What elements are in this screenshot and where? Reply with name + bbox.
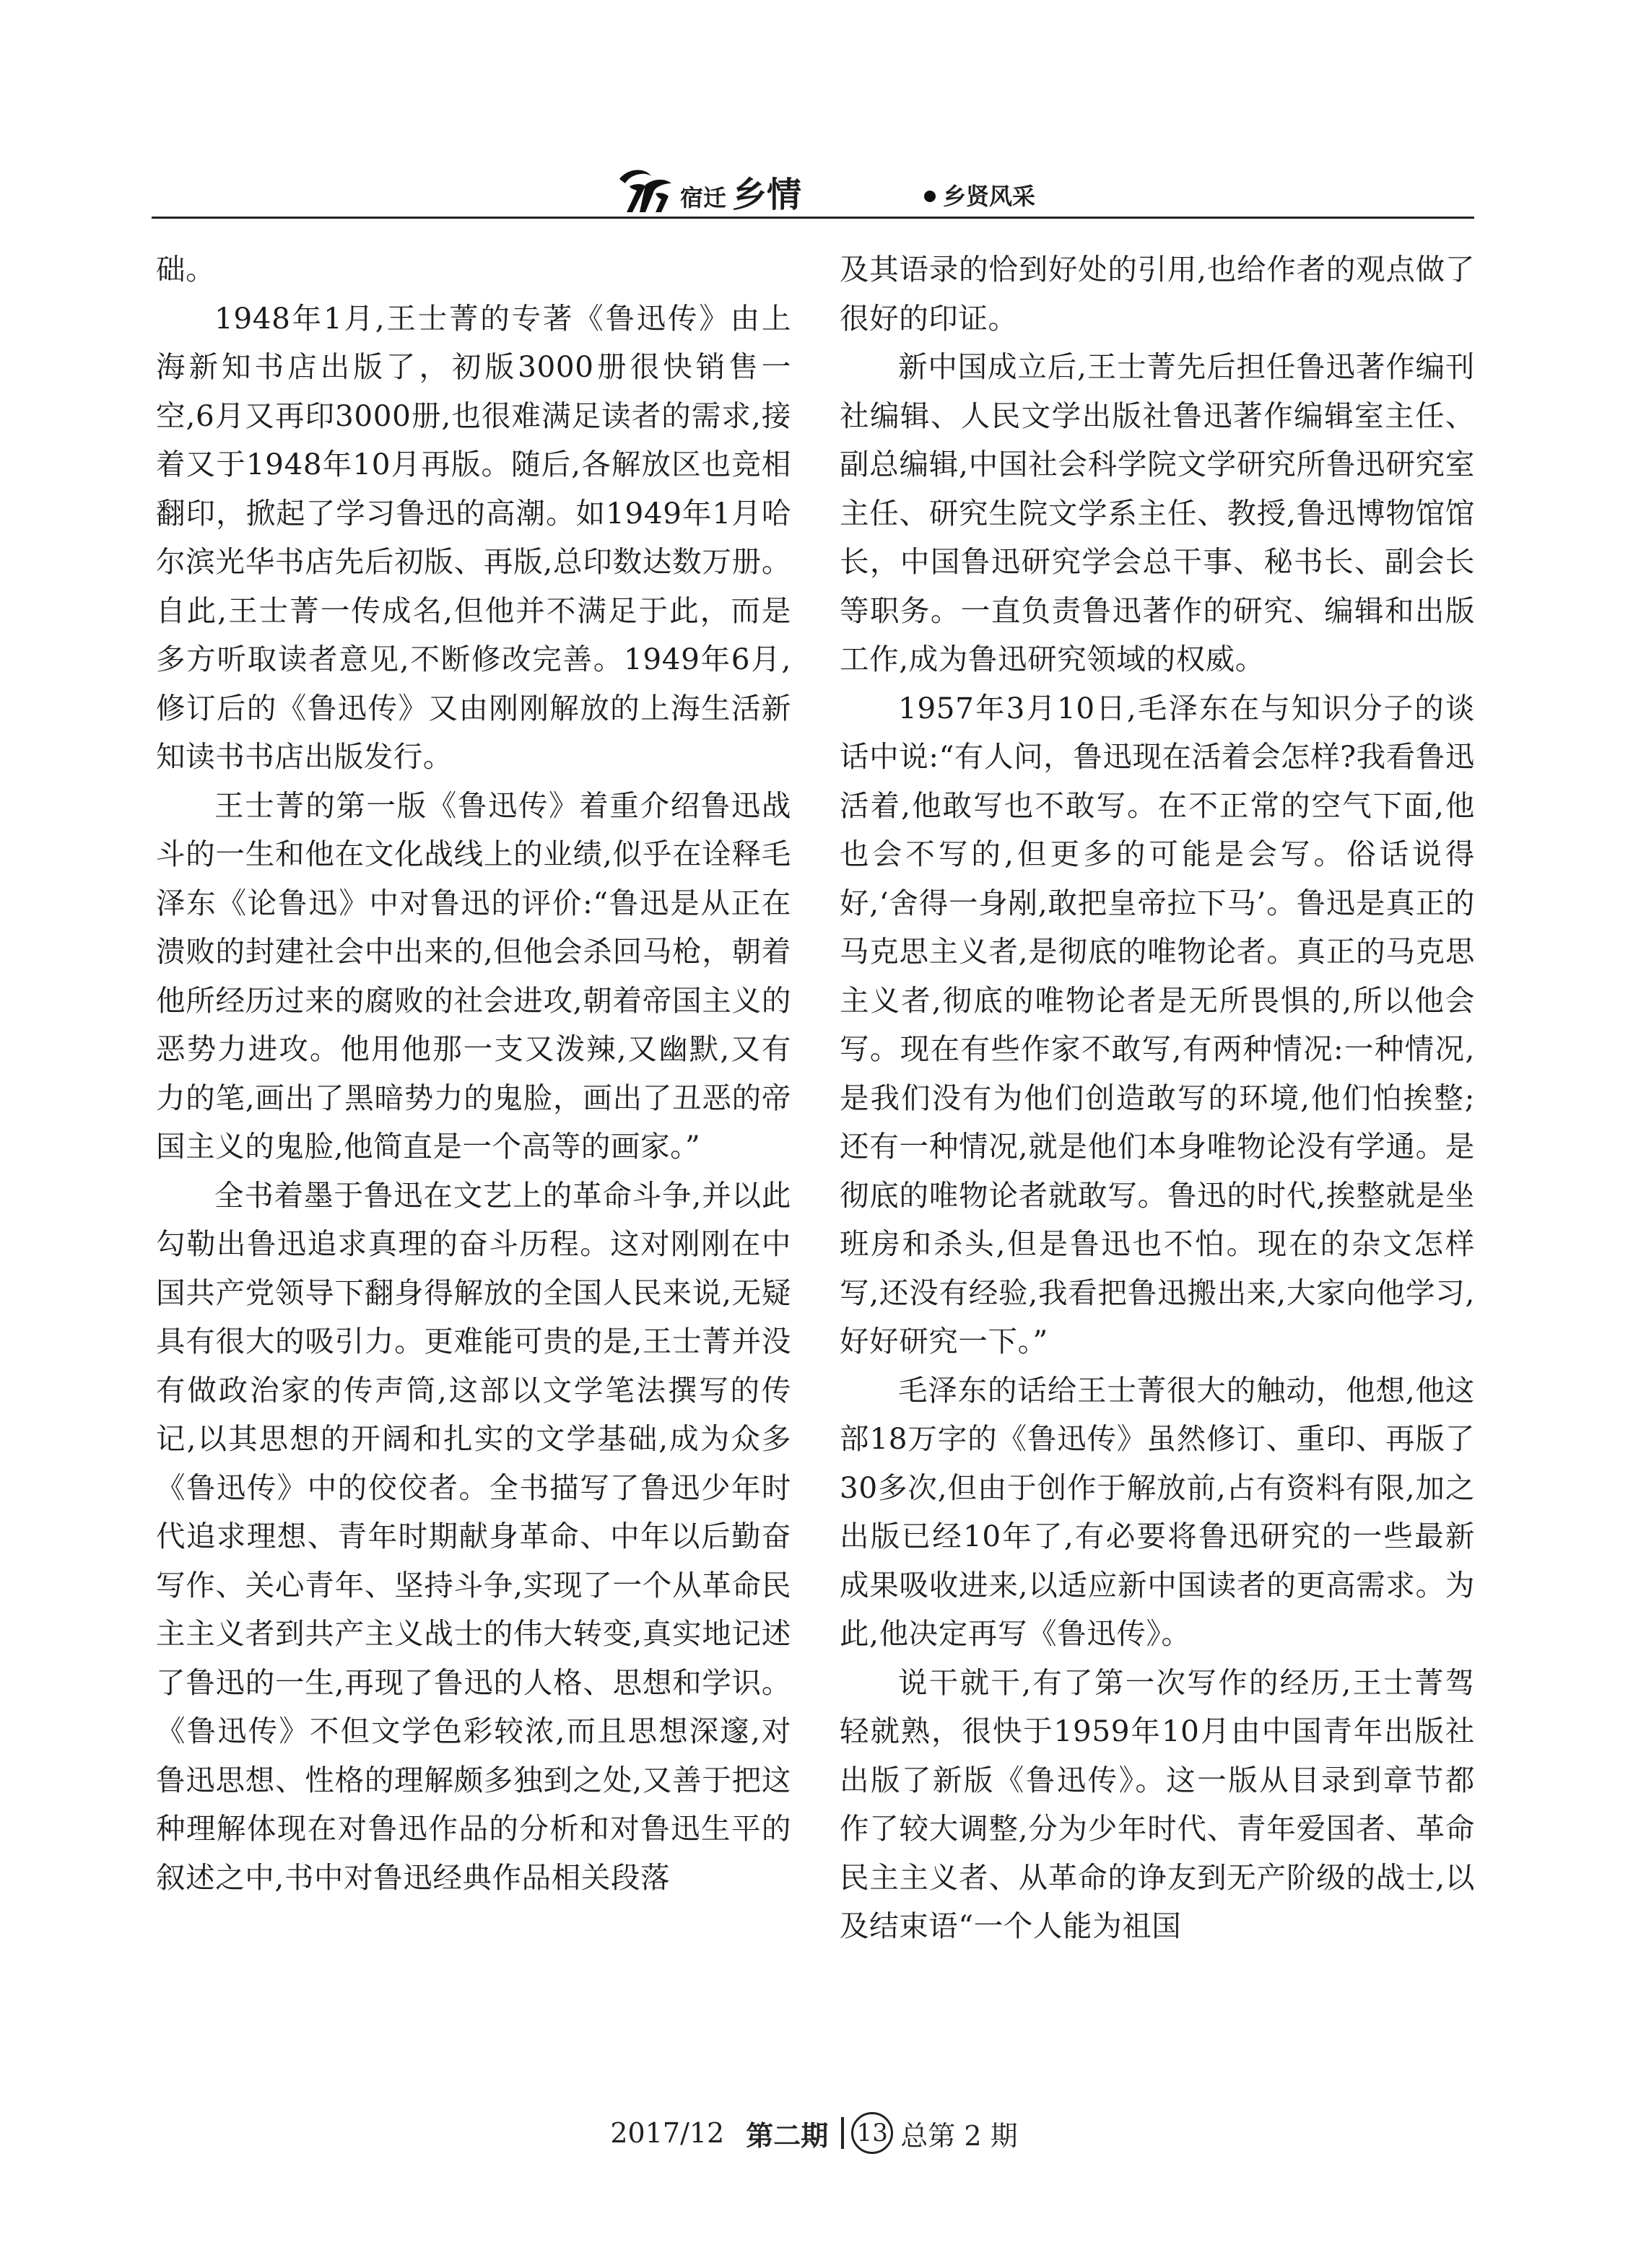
page-number: 13 bbox=[851, 2112, 893, 2154]
section-name: 乡贤风采 bbox=[943, 183, 1036, 210]
paragraph: 础。 bbox=[156, 252, 216, 287]
paragraph: 及其语录的恰到好处的引用,也给作者的观点做了很好的印证。 bbox=[840, 252, 1475, 336]
bullet-icon bbox=[924, 191, 936, 202]
paragraph: 全书着墨于鲁迅在文艺上的革命斗争,并以此勾勒出鲁迅追求真理的奋斗历程。这对刚刚在中国共产党领导下翻身得解放的全国人民来说,无疑具有很大的吸引力。更难能可贵的是,王士菁并没有做政治家的传声筒,这部以文学笔法撰写的传记,以其思想的开阔和扎实的文学基础,成为众多《鲁迅传》中的佼佼者。全书描写了鲁迅少年时代追求理想、青年时期献身革命、中年以后勤奋写作、关心青年、坚持斗争,实现了一个从革命民主主义者到共产主义战士的伟大转变,真实地记述了鲁迅的一生,再现了鲁迅的人格、思想和学识。《鲁迅传》不但文学色彩较浓,而且思想深邃,对鲁迅思想、性格的理解颇多独到之处,又善于把这种理解体现在对鲁迅作品的分析和对鲁迅生平的叙述之中,书中对鲁迅经典作品相关段落 bbox=[156, 1177, 791, 1895]
paragraph: 毛泽东的话给王士菁很大的触动，他想,他这部18万字的《鲁迅传》虽然修订、重印、再版了30多次,但由于创作于解放前,占有资料有限,加之出版已经10年了,有必要将鲁迅研究的一些最新成果吸收进来,以适应新中国读者的更高需求。为此,他决定再写《鲁迅传》。 bbox=[840, 1372, 1475, 1651]
right-column bbox=[840, 245, 1475, 1951]
magazine-logo-icon bbox=[614, 165, 674, 217]
issue-number: 第二期 bbox=[746, 2119, 829, 2152]
header-rule bbox=[152, 217, 1474, 219]
paragraph: 1957年3月10日,毛泽东在与知识分子的谈话中说:“有人问，鲁迅现在活着会怎样?我看鲁迅活着,他敢写也不敢写。在不正常的空气下面,他也会不写的,但更多的可能是会写。俗话说得好,‘舍得一身剐,敢把皇帝拉下马’。鲁迅是真正的马克思主义者,是彻底的唯物论者。真正的马克思主义者,彻底的唯物论者是无所畏惧的,所以他会写。现在有些作家不敢写,有两种情况:一种情况,是我们没有为他们创造敢写的环境,他们怕挨整;还有一种情况,就是他们本身唯物论没有学通。是彻底的唯物论者就敢写。鲁迅的时代,挨整就是坐班房和杀头,但是鲁迅也不怕。现在的杂文怎样写,还没有经验,我看把鲁迅搬出来,大家向他学习,好好研究一下。” bbox=[840, 690, 1475, 1358]
magazine-title-main: 乡情 bbox=[732, 175, 802, 215]
paragraph: 新中国成立后,王士菁先后担任鲁迅著作编刊社编辑、人民文学出版社鲁迅著作编辑室主任、副总编辑,中国社会科学院文学研究所鲁迅研究室主任、研究生院文学系主任、教授,鲁迅博物馆馆长，中国鲁迅研究学会总干事、秘书长、副会长等职务。一直负责鲁迅著作的研究、编辑和出版工作,成为鲁迅研究领域的权威。 bbox=[840, 349, 1475, 676]
page-header bbox=[152, 165, 1473, 217]
paragraph: 1948年1月,王士菁的专著《鲁迅传》由上海新知书店出版了，初版3000册很快销售一空,6月又再印3000册,也很难满足读者的需求,接着又于1948年10月再版。随后,各解放区也竞相翻印，掀起了学习鲁迅的高潮。如1949年1月哈尔滨光华书店先后初版、再版,总印数达数万册。自此,王士菁一传成名,但他并不满足于此，而是多方听取读者意见,不断修改完善。1949年6月,修订后的《鲁迅传》又由刚刚解放的上海生活新知读书书店出版发行。 bbox=[156, 300, 791, 774]
footer-divider bbox=[841, 2117, 844, 2149]
issue-date: 2017/12 bbox=[610, 2117, 725, 2149]
magazine-title-prefix: 宿迁 bbox=[680, 184, 727, 211]
paragraph: 说干就干,有了第一次写作的经历,王士菁驾轻就熟，很快于1959年10月由中国青年出版社出版了新版《鲁迅传》。这一版从目录到章节都作了较大调整,分为少年时代、青年爱国者、革命民主主义者、从革命的诤友到无产阶级的战士,以及结束语“一个人能为祖国 bbox=[840, 1665, 1475, 1943]
section-label bbox=[924, 182, 1035, 211]
page-footer bbox=[0, 2108, 1628, 2158]
left-column bbox=[156, 245, 791, 1902]
magazine-title bbox=[680, 173, 801, 214]
paragraph: 王士菁的第一版《鲁迅传》着重介绍鲁迅战斗的一生和他在文化战线上的业绩,似乎在诠释毛泽东《论鲁迅》中对鲁迅的评价:“鲁迅是从正在溃败的封建社会中出来的,但他会杀回马枪，朝着他所经历过来的腐败的社会进攻,朝着帝国主义的恶势力进攻。他用他那一支又泼辣,又幽默,又有力的笔,画出了黑暗势力的鬼脸，画出了丑恶的帝国主义的鬼脸,他简直是一个高等的画家。” bbox=[156, 788, 791, 1164]
total-issue: 总第 2 期 bbox=[900, 2119, 1018, 2152]
